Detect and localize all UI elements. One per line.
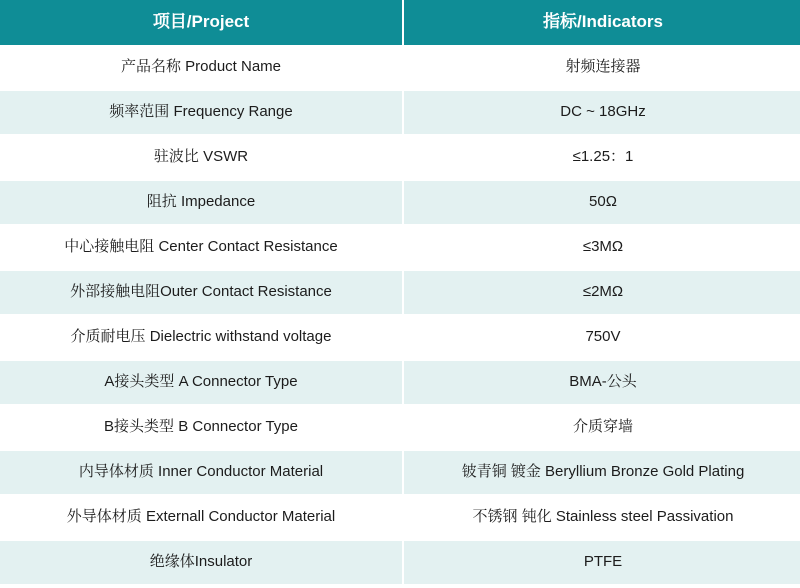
table-row [0, 495, 800, 540]
cell-indicator: 射频连接器 [403, 45, 800, 90]
table-row [0, 135, 800, 180]
table-header [0, 0, 800, 45]
cell-project: 内导体材质 Inner Conductor Material [0, 450, 403, 495]
cell-indicator: ≤1.25：1 [403, 135, 800, 180]
table-row [0, 90, 800, 135]
cell-indicator: 铍青铜 镀金 Beryllium Bronze Gold Plating [403, 450, 800, 495]
cell-indicator: ≤3MΩ [403, 225, 800, 270]
table-row [0, 45, 800, 90]
cell-indicator: DC ~ 18GHz [403, 90, 800, 135]
cell-indicator: BMA-公头 [403, 360, 800, 405]
cell-project: 驻波比 VSWR [0, 135, 403, 180]
cell-indicator: 750V [403, 315, 800, 360]
table-row [0, 450, 800, 495]
column-header-indicators: 指标/Indicators [403, 0, 800, 45]
cell-indicator: 介质穿墙 [403, 405, 800, 450]
cell-project: A接头类型 A Connector Type [0, 360, 403, 405]
table-row [0, 405, 800, 450]
cell-project: 介质耐电压 Dielectric withstand voltage [0, 315, 403, 360]
table-row [0, 360, 800, 405]
cell-indicator: 不锈钢 钝化 Stainless steel Passivation [403, 495, 800, 540]
table-row [0, 270, 800, 315]
cell-project: 外部接触电阻Outer Contact Resistance [0, 270, 403, 315]
cell-project: 外导体材质 Externall Conductor Material [0, 495, 403, 540]
table-row [0, 180, 800, 225]
cell-project: 中心接触电阻 Center Contact Resistance [0, 225, 403, 270]
cell-project: B接头类型 B Connector Type [0, 405, 403, 450]
table-row [0, 225, 800, 270]
cell-project: 阻抗 Impedance [0, 180, 403, 225]
table-row [0, 315, 800, 360]
cell-indicator: PTFE [403, 540, 800, 585]
table-header-row [0, 0, 800, 45]
cell-indicator: ≤2MΩ [403, 270, 800, 315]
cell-project: 频率范围 Frequency Range [0, 90, 403, 135]
table-row [0, 540, 800, 585]
cell-project: 绝缘体Insulator [0, 540, 403, 585]
column-header-project: 项目/Project [0, 0, 403, 45]
cell-indicator: 50Ω [403, 180, 800, 225]
cell-project: 产品名称 Product Name [0, 45, 403, 90]
table-body [0, 45, 800, 585]
